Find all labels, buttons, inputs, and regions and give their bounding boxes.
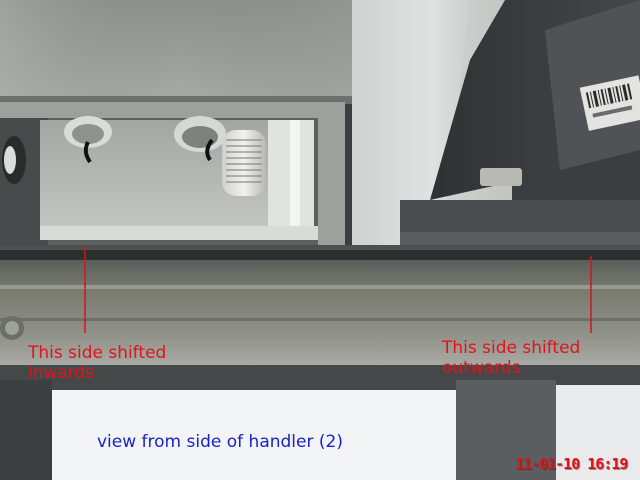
annotation-left: This side shifted inwards [28, 343, 167, 383]
photo-caption: view from side of handler (2) [97, 432, 343, 452]
annotation-right: This side shifted outwards [442, 338, 581, 378]
knurled-knob [222, 130, 266, 196]
date-stamp: 11-01-10 16:19 [515, 455, 628, 473]
